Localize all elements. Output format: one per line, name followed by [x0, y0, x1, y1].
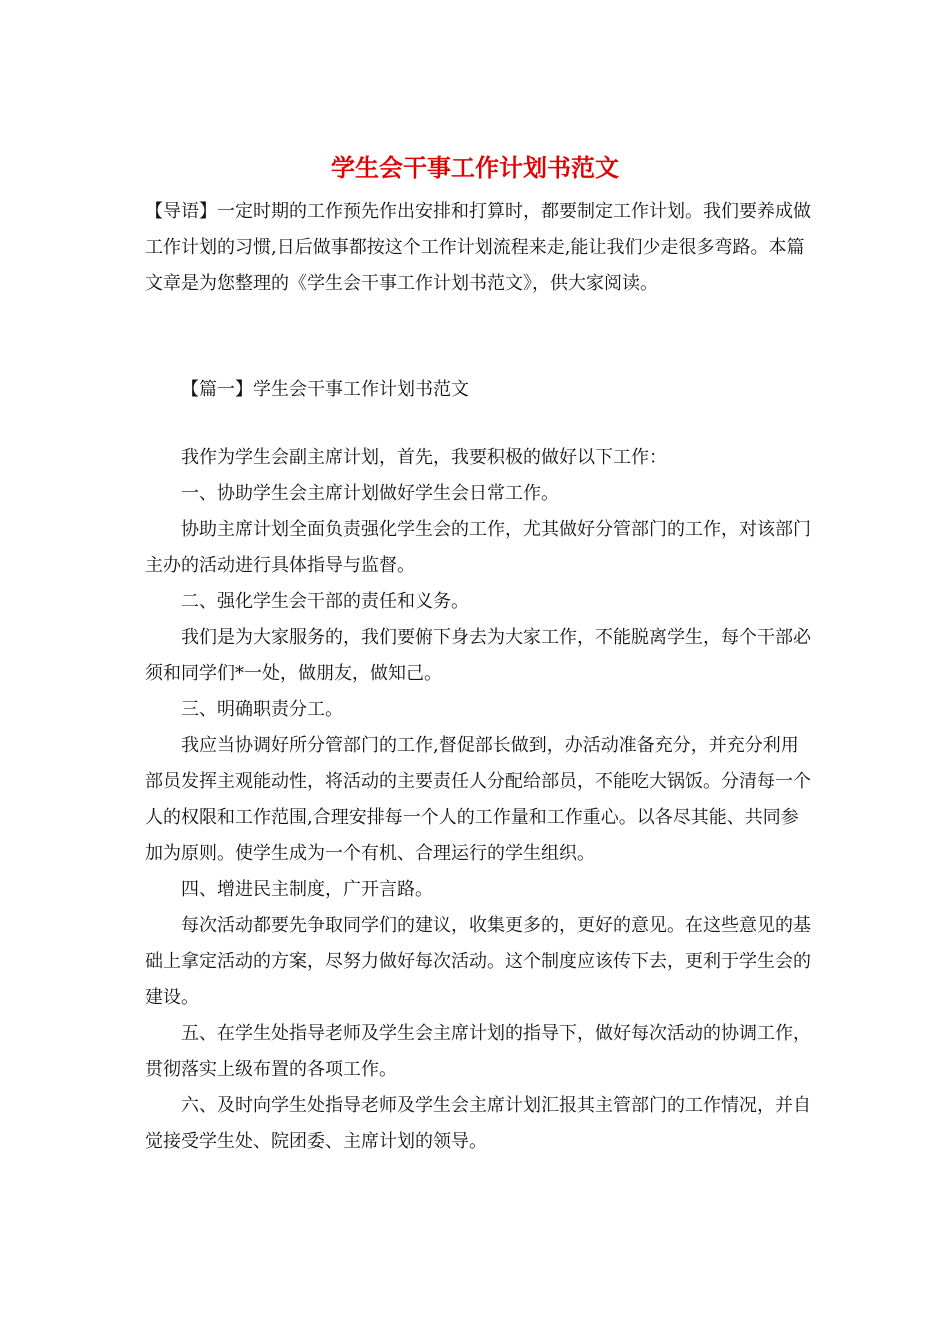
document-body [145, 440, 813, 1160]
document-title: 学生会干事工作计划书范文 [331, 153, 619, 182]
intro-paragraph: 【导语】一定时期的工作预先作出安排和打算时，都要制定工作计划。我们要养成做工作计划的习惯,日后做事都按这个工作计划流程来走,能让我们少走很多弯路。本篇文章是为您整理的《学生会干事工作计划书范文》，供大家阅读。 [145, 201, 811, 294]
list-item-heading: 五、在学生处指导老师及学生会主席计划的指导下，做好每次活动的协调工作，贯彻落实上级布置的各项工作。 [145, 1023, 811, 1080]
section-heading: 【篇一】学生会干事工作计划书范文 [181, 379, 469, 400]
list-item-heading: 一、协助学生会主席计划做好学生会日常工作。 [181, 483, 559, 504]
list-item-heading: 二、强化学生会干部的责任和义务。 [181, 591, 469, 612]
list-item-heading: 三、明确职责分工。 [181, 699, 343, 720]
body-paragraph: 每次活动都要先争取同学们的建议，收集更多的，更好的意见。在这些意见的基础上拿定活动的方案，尽努力做好每次活动。这个制度应该传下去，更利于学生会的建设。 [145, 915, 811, 1008]
body-paragraph: 我作为学生会副主席计划，首先，我要积极的做好以下工作： [181, 447, 667, 468]
list-item-heading: 六、及时向学生处指导老师及学生会主席计划汇报其主管部门的工作情况，并自觉接受学生处、院团委、主席计划的领导。 [145, 1095, 811, 1152]
body-paragraph: 我们是为大家服务的，我们要俯下身去为大家工作，不能脱离学生，每个干部必须和同学们*一处，做朋友，做知己。 [145, 627, 811, 684]
body-paragraph: 我应当协调好所分管部门的工作,督促部长做到，办活动准备充分，并充分利用部员发挥主观能动性，将活动的主要责任人分配给部员，不能吃大锅饭。分清每一个人的权限和工作范围,合理安排每一个人的工作量和工作重心。以各尽其能、共同参加为原则。使学生成为一个有机、合理运行的学生组织。 [145, 735, 811, 864]
list-item-heading: 四、增进民主制度，广开言路。 [181, 879, 433, 900]
body-paragraph: 协助主席计划全面负责强化学生会的工作，尤其做好分管部门的工作，对该部门主办的活动进行具体指导与监督。 [145, 519, 811, 576]
